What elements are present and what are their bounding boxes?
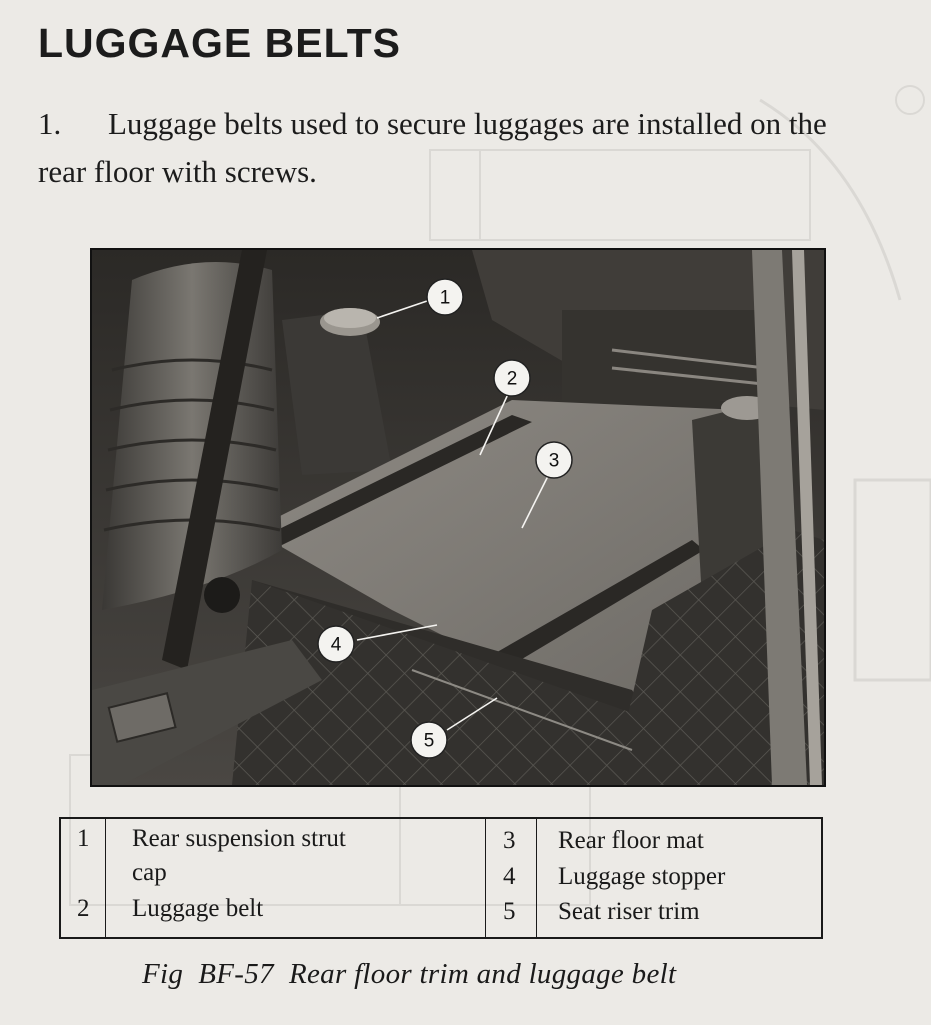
legend-label-1-cont: cap	[132, 859, 167, 886]
figure-caption: Fig BF-57 Rear floor trim and luggage belt	[142, 958, 677, 990]
callout-5	[411, 722, 447, 758]
legend-divider	[485, 819, 486, 937]
paragraph-text: Luggage belts used to secure luggages are installed on the rear floor with screws.	[38, 106, 827, 189]
legend-divider	[105, 819, 106, 937]
legend-table	[59, 817, 823, 939]
callout-4	[318, 626, 354, 662]
svg-text:3: 3	[548, 450, 560, 472]
paragraph-number: 1.	[38, 106, 62, 141]
legend-divider	[536, 819, 537, 937]
figure-photo	[90, 248, 826, 787]
instruction-paragraph	[38, 100, 878, 196]
legend-num-1: 1	[77, 825, 90, 852]
svg-text:4: 4	[330, 634, 342, 656]
callout-3	[536, 442, 572, 478]
legend-num-3: 3	[503, 827, 516, 854]
legend-label-1: Rear suspension strut	[132, 825, 346, 852]
svg-text:5: 5	[423, 730, 435, 752]
legend-num-2: 2	[77, 895, 90, 922]
svg-text:1: 1	[439, 287, 451, 309]
legend-num-4: 4	[503, 863, 516, 890]
legend-label-4: Luggage stopper	[558, 863, 726, 890]
legend-label-3: Rear floor mat	[558, 827, 704, 854]
legend-label-2: Luggage belt	[132, 895, 264, 922]
section-heading: LUGGAGE BELTS	[38, 20, 402, 66]
callout-2	[494, 360, 530, 396]
legend-num-5: 5	[503, 898, 516, 925]
callout-1	[427, 279, 463, 315]
luggage-area-illustration	[92, 250, 824, 785]
legend-label-5: Seat riser trim	[558, 898, 700, 925]
svg-text:2: 2	[506, 368, 518, 390]
